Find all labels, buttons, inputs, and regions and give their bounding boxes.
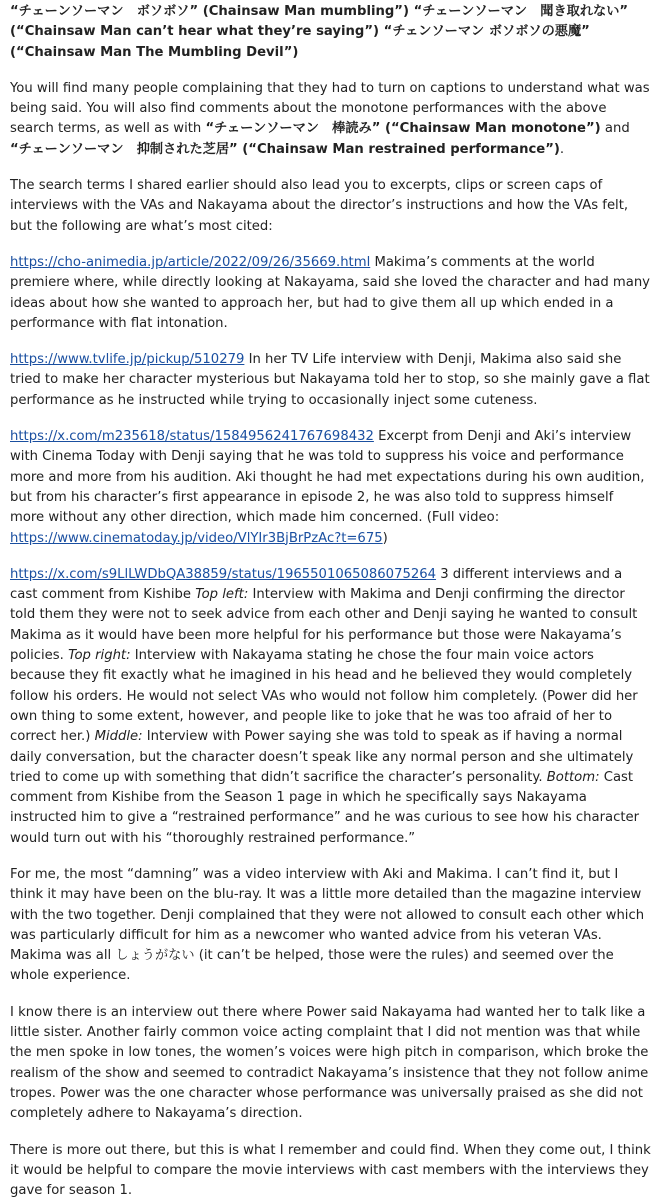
bottom-text: Cast comment from Kishibe from the Season 1 page in which he specifically says Nakayama instructed him to give a “restrained performance” and he was curious to see how his character would turn out with his “thoroughly restrained performance.” (10, 769, 640, 846)
search-term-restrained: “チェーンソーマン 抑制された芝居” (“Chainsaw Man restrained performance”) (10, 141, 560, 157)
closing-paragraph: There is more out there, but this is what I remember and could find. When they come out, I think it would be helpful to compare the movie interviews with cast members with the interviews they gave for season 1. (10, 1142, 651, 1199)
captions-paragraph (10, 79, 651, 160)
middle-text: Interview with Power saying she was told to speak as if having a normal daily conversation, but the character doesn’t speak like any normal person and she ultimately tried to come up with something that didn’t sacrifice the character’s personality. (10, 729, 634, 785)
link-paragraph-interviews (10, 565, 651, 849)
label-top-left: Top left: (195, 587, 249, 603)
animedia-description: Makima’s comments at the world premiere where, while directly looking at Nakayama, said she loved the character and had many ideas about how she wanted to approach her, but had to give them all up which ended in a performance with flat intonation. (10, 254, 650, 331)
interviews-intro: 3 different interviews and a cast comment from Kishibe (10, 566, 623, 603)
intro-paragraph: The search terms I shared earlier should also lead you to excerpts, clips or screen caps of interviews with the VAs and Nakayama about the director’s instructions and how the VAs felt, but the following are what’s most cited: (10, 178, 629, 234)
search-terms-text: “チェーンソーマン ボソボソ” (Chainsaw Man mumbling”) “チェーンソーマン 聞き取れない” (“Chainsaw Man can’t hear what they’re saying”) “チェンソーマン ボソボソの悪魔” (“Chainsaw Man The Mumbling Devil”) (10, 4, 629, 60)
link-paragraph-cinematoday (10, 427, 651, 549)
link-paragraph-animedia (10, 253, 651, 334)
animedia-link[interactable]: https://cho-animedia.jp/article/2022/09/26/35669.html (10, 254, 371, 270)
cinematoday-video-link[interactable]: https://www.cinematoday.jp/video/VlYIr3BjBrPzAc?t=675 (10, 530, 383, 546)
damning-paragraph: For me, the most “damning” was a video interview with Aki and Makima. I can’t find it, but I think it may have been on the blu-ray. It was a little more detailed than the magazine interview with the two together. Denji complained that they were not allowed to consult each other which was particularly difficult for him as a newcomer who wanted advice from his veteran VAs. Makima was all しょうがない (it can’t be helped, those were the rules) and seemed over the whole experience. (10, 866, 645, 984)
period-text: . (559, 141, 565, 157)
cinematoday-description: Excerpt from Denji and Aki’s interview with Cinema Today with Denji saying that he was told to suppress his voice and performance more and more from his audition. Aki thought he had met expectations during his own audition, but from his character’s first appearance in episode 2, he was also told to suppress himself more without any other direction, which made him concerned. (Full video: (10, 429, 645, 526)
label-top-right: Top right: (68, 648, 131, 664)
closing-paren: ) (382, 530, 388, 546)
top-right-text: Interview with Nakayama stating he chose the four main voice actors because they fit exactly what he imagined in his head and he believed they would completely follow his orders. He would not select VAs who would not follow him completely. (Power did her own thing to some extent, however, and people like to joke that he was too afraid of her to correct her.) (10, 648, 638, 745)
x-post-link-m235618[interactable]: https://x.com/m235618/status/1584956241767698432 (10, 429, 374, 445)
conjunction-text: and (600, 121, 630, 137)
tvlife-link[interactable]: https://www.tvlife.jp/pickup/510279 (10, 352, 245, 368)
link-paragraph-tvlife (10, 350, 651, 411)
search-term-monotone: “チェーンソーマン 棒読み” (“Chainsaw Man monotone”) (205, 121, 601, 137)
x-post-link-s9L[interactable]: https://x.com/s9LlLWDbQA38859/status/1965501065086075264 (10, 566, 437, 582)
top-left-text: Interview with Makima and Denji confirming the director told them they were not to seek advice from each other and Denji saying he wanted to consult Makima as it would have been more helpful for his performance but those were Nakayama’s policies. (10, 587, 638, 664)
tvlife-description: In her TV Life interview with Denji, Makima also said she tried to make her character mysterious but Nakayama told her to stop, so she mainly gave a flat performance as he instructed while trying to occasionally inject some cuteness. (10, 352, 650, 408)
label-middle: Middle: (94, 729, 143, 745)
power-paragraph: I know there is an interview out there where Power said Nakayama had wanted her to talk like a little sister. Another fairly common voice acting complaint that I did not mention was that while the men spoke in low tones, the women’s voices were high pitch in comparison, which broke the realism of the show and seemed to contradict Nakayama’s insistence that they not follow anime tropes. Power was the one character whose performance was universally praised as she did not completely adhere to Nakayama’s direction. (10, 1004, 649, 1122)
search-terms-paragraph (10, 2, 651, 63)
captions-text: You will find many people complaining that they had to turn on captions to understand what was being said. You will also find comments about the monotone performances with the above search terms, as well as with (10, 80, 650, 137)
label-bottom: Bottom: (546, 769, 600, 785)
